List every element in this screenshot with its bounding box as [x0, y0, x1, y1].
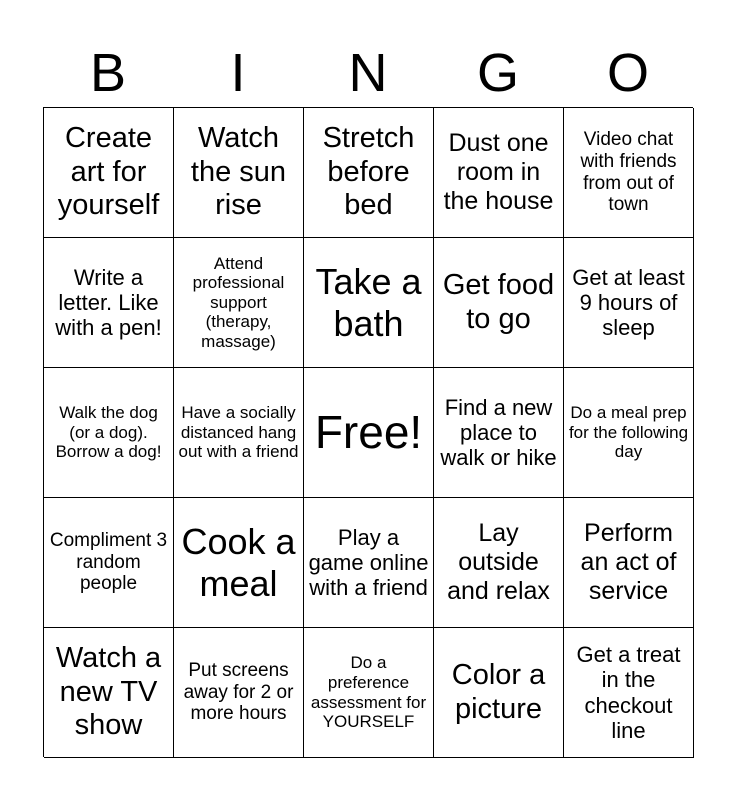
bingo-cell[interactable]	[434, 238, 564, 368]
bingo-cell-text: Have a socially distanced hang out with a friend	[178, 403, 299, 462]
bingo-cell[interactable]	[564, 108, 694, 238]
bingo-cell-text: Write a letter. Like with a pen!	[55, 264, 162, 341]
bingo-cell[interactable]	[44, 238, 174, 368]
bingo-cell[interactable]	[174, 108, 304, 238]
bingo-cell-text: Lay outside and relax	[447, 519, 550, 605]
free-space-cell[interactable]	[304, 368, 434, 498]
bingo-cell[interactable]	[564, 628, 694, 758]
header-letter-o: O	[606, 43, 649, 103]
header-letter-g: G	[476, 43, 519, 103]
bingo-cell-text: Put screens away for 2 or more hours	[183, 659, 294, 725]
header-letter-i: I	[230, 43, 246, 103]
bingo-cell-text: Video chat with friends from out of town	[580, 128, 677, 216]
bingo-cell[interactable]	[564, 238, 694, 368]
bingo-cell-text: Get at least 9 hours of sleep	[572, 264, 685, 341]
header-letter-b: B	[89, 43, 127, 103]
bingo-cell[interactable]	[434, 628, 564, 758]
bingo-cell-text: Cook a meal	[181, 521, 296, 604]
bingo-header	[43, 40, 693, 106]
bingo-cell[interactable]	[434, 498, 564, 628]
bingo-cell-text: Dust one room in the house	[443, 129, 554, 215]
bingo-cell[interactable]	[434, 368, 564, 498]
bingo-cell-text: Color a picture	[451, 659, 546, 725]
bingo-cell-text: Attend professional support (therapy, massage)	[192, 253, 285, 351]
bingo-cell[interactable]	[564, 498, 694, 628]
bingo-cell-text: Get a treat in the checkout line	[576, 641, 681, 743]
bingo-cell[interactable]	[44, 498, 174, 628]
bingo-cell-text: Take a bath	[315, 261, 422, 344]
bingo-cell[interactable]	[174, 368, 304, 498]
bingo-cell[interactable]	[564, 368, 694, 498]
bingo-cell[interactable]	[304, 108, 434, 238]
bingo-cell-text: Perform an act of service	[580, 519, 677, 605]
bingo-cell[interactable]	[174, 238, 304, 368]
bingo-cell-text: Stretch before bed	[322, 122, 415, 222]
bingo-cell-text: Create art for yourself	[57, 122, 160, 222]
bingo-cell[interactable]	[44, 368, 174, 498]
bingo-cell-text: Compliment 3 random people	[49, 529, 168, 595]
bingo-cell[interactable]	[174, 498, 304, 628]
bingo-cell[interactable]	[304, 238, 434, 368]
bingo-cell-text: Watch a new TV show	[55, 642, 162, 742]
bingo-cell-text: Find a new place to walk or hike	[440, 394, 557, 471]
bingo-cell-text: Walk the dog (or a dog). Borrow a dog!	[55, 403, 162, 462]
bingo-cell-text: Do a meal prep for the following day	[568, 403, 689, 462]
bingo-cell-text: Play a game online with a friend	[308, 524, 429, 601]
bingo-cell[interactable]	[304, 498, 434, 628]
bingo-cell-text: Do a preference assessment for YOURSELF	[310, 653, 427, 732]
bingo-cell[interactable]	[44, 628, 174, 758]
bingo-cell-text: Watch the sun rise	[190, 122, 287, 222]
bingo-cell[interactable]	[174, 628, 304, 758]
bingo-cell[interactable]	[434, 108, 564, 238]
header-letter-n: N	[348, 43, 388, 103]
bingo-cell[interactable]	[304, 628, 434, 758]
bingo-card-grid	[43, 107, 693, 757]
bingo-cell[interactable]	[44, 108, 174, 238]
bingo-cell-text: Get food to go	[442, 269, 555, 335]
free-space-text: Free!	[314, 406, 423, 459]
